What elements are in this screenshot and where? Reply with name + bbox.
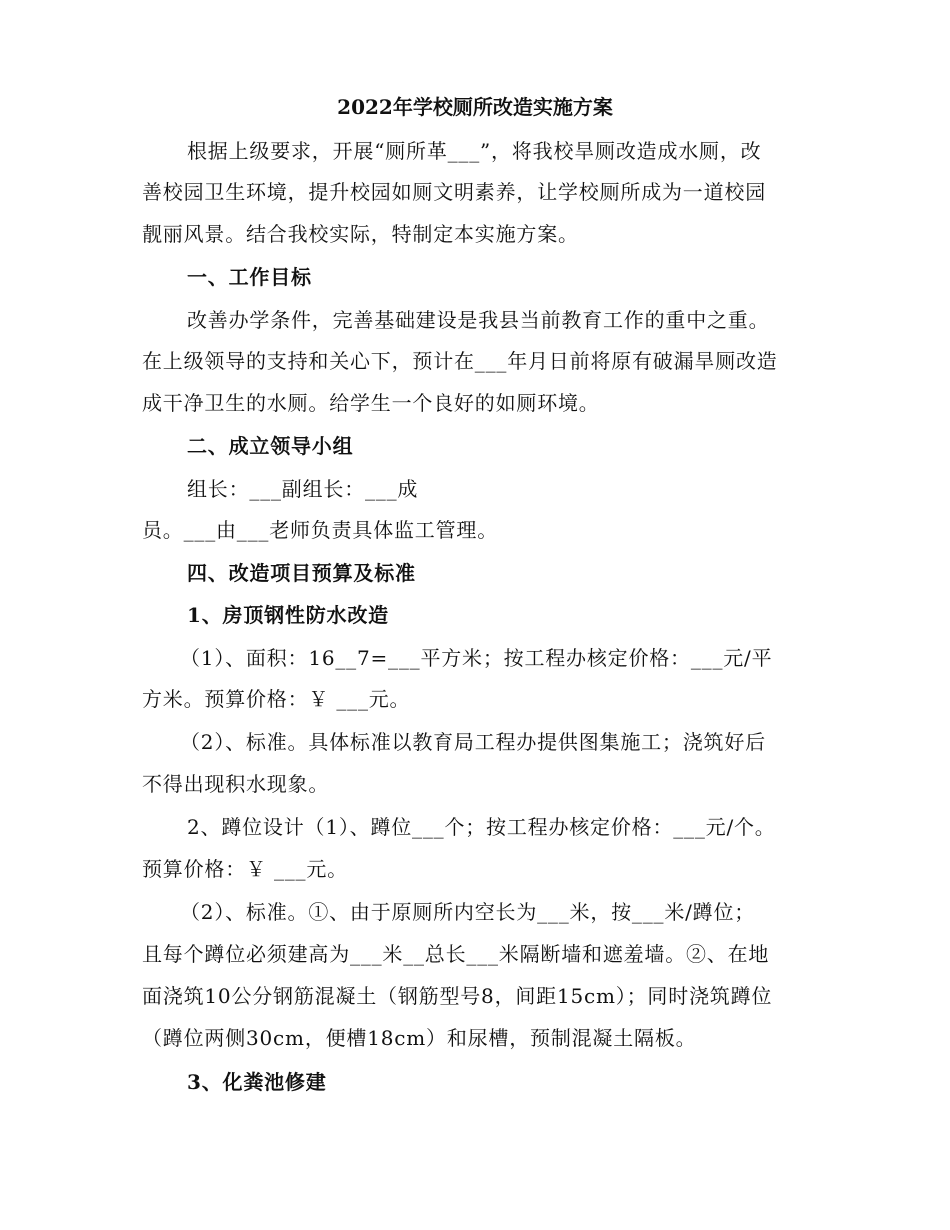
goals-line-1: 改善办学条件，完善基础建设是我县当前教育工作的重中之重。 (187, 308, 770, 332)
document-title: 2022年学校厕所改造实施方案 (337, 95, 613, 119)
section-heading-leadership: 二、成立领导小组 (187, 434, 354, 458)
squat-line-6: （蹲位两侧30cm，便槽18cm）和尿槽，预制混凝土隔板。 (142, 1026, 697, 1050)
item-heading-roof: 1、房顶钢性防水改造 (187, 603, 389, 627)
intro-line-3: 靓丽风景。结合我校实际，特制定本实施方案。 (142, 222, 579, 246)
intro-line-2: 善校园卫生环境，提升校园如厕文明素养，让学校厕所成为一道校园 (142, 180, 766, 204)
squat-line-3: （2）、标准。①、由于原厕所内空长为___米，按___米/蹲位； (180, 900, 756, 924)
intro-line-1: 根据上级要求，开展“厕所革___”，将我校旱厕改造成水厕，改 (187, 139, 762, 163)
roof-line-2: 方米。预算价格：￥ ___元。 (142, 687, 411, 711)
squat-line-4: 且每个蹲位必须建高为___米__总长___米隔断墙和遮羞墙。②、在地 (142, 942, 770, 966)
leadership-line-1: 组长：___副组长：___成 (187, 477, 419, 501)
squat-line-5: 面浇筑10公分钢筋混凝土（钢筋型号8，间距15cm）；同时浇筑蹲位 (142, 984, 773, 1008)
section-heading-budget: 四、改造项目预算及标准 (187, 561, 416, 585)
roof-line-1: （1）、面积：16__7=___平方米；按工程办核定价格：___元/平 (180, 646, 773, 670)
roof-line-3: （2）、标准。具体标准以教育局工程办提供图集施工；浇筑好后 (180, 730, 766, 754)
goals-line-3: 成干净卫生的水厕。给学生一个良好的如厕环境。 (142, 391, 600, 415)
squat-line-2: 预算价格：￥ ___元。 (142, 857, 348, 881)
goals-line-2: 在上级领导的支持和关心下，预计在___年月日前将原有破漏旱厕改造 (142, 349, 778, 373)
squat-line-1: 2、蹲位设计（1）、蹲位___个；按工程办核定价格：___元/个。 (187, 815, 776, 839)
section-heading-goals: 一、工作目标 (187, 265, 312, 289)
leadership-line-2: 员。___由___老师负责具体监工管理。 (142, 518, 498, 542)
item-heading-septic: 3、化粪池修建 (187, 1070, 327, 1094)
roof-line-4: 不得出现积水现象。 (142, 772, 330, 796)
